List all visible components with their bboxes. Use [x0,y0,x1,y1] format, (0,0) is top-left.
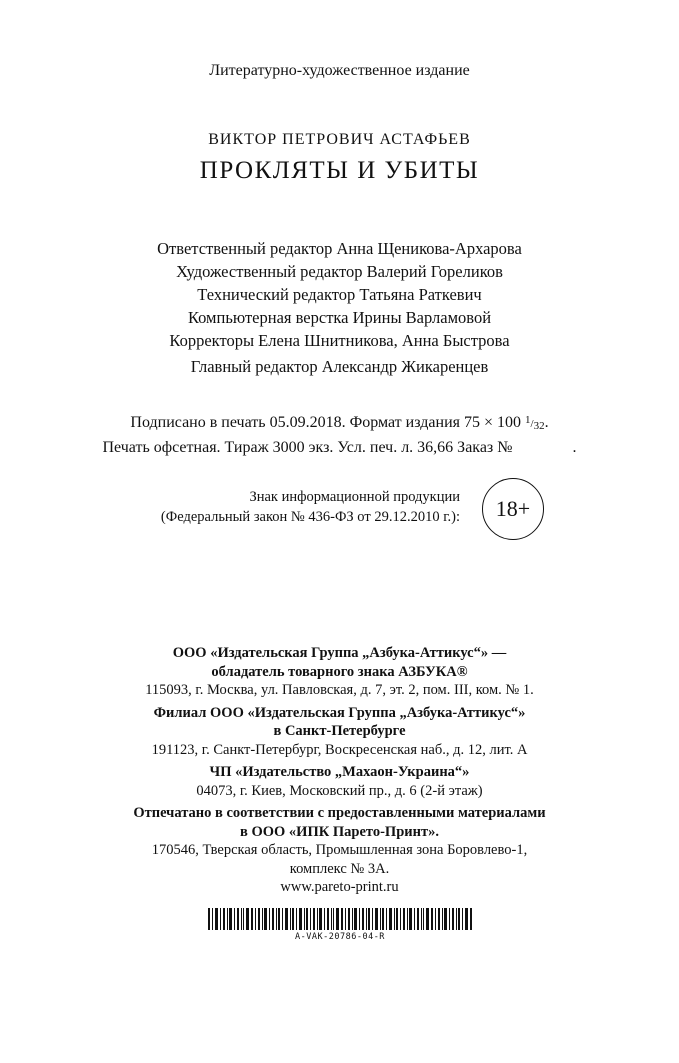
address-line: в ООО «ИПК Парето-Принт». [240,823,439,840]
publisher-addresses [0,644,679,897]
credit-line: Компьютерная верстка Ирины Варламовой [187,308,492,327]
info-product-label: Знак информационной продукции (Федеральный закон № 436-ФЗ от 29.12.2010 г.): [160,489,460,525]
credit-line: Технический редактор Татьяна Раткевич [197,285,482,304]
credit-line: Корректоры Елена Шнитникова, Анна Быстрова [169,331,510,350]
credits-block [0,237,679,352]
address-line: ЧП «Издательство „Махаон-Украина“» [209,764,470,780]
author-name: ВИКТОР ПЕТРОВИЧ АСТАФЬЕВ [208,131,471,148]
address-line: 170546, Тверская область, Промышленная зона Боровлево-1, [151,842,528,858]
chief-editor: Главный редактор Александр Жикаренцев [190,357,489,376]
address-line: ООО «Издательская Группа „Азбука-Аттикус“» — [172,645,507,661]
publisher-block [0,704,679,760]
address-line: Отпечатано в соответствии с предоставленными материалами [133,805,546,821]
age-rating-badge: 18+ [482,478,544,540]
address-line: в Санкт-Петербурге [273,723,406,739]
book-title: ПРОКЛЯТЫ И УБИТЫ [199,157,480,184]
address-line: Филиал ООО «Издательская Группа „Азбука-Аттикус“» [153,704,526,721]
publisher-block [0,804,679,897]
address-line: 191123, г. Санкт-Петербург, Воскресенская наб., д. 12, лит. А [151,741,528,758]
format-fraction: 1/32 [525,414,545,432]
print-info-line-1: Подписано в печать 05.09.2018. Формат издания 75 × 100 1/32. [130,414,549,432]
address-line: 115093, г. Москва, ул. Павловская, д. 7, эт. 2, пом. III, ком. № 1. [145,682,534,698]
credit-line: Художественный редактор Валерий Гореликов [176,262,503,281]
genre-label: Литературно-художественное издание [209,62,470,79]
address-line: www.pareto-print.ru [280,879,399,895]
print-info-line-2: Печать офсетная. Тираж 3000 экз. Усл. печ. л. 36,66 Заказ № . [102,439,577,456]
publisher-block [0,644,679,700]
print-info [0,409,679,459]
address-line: 04073, г. Киев, Московский пр., д. 6 (2-й этаж) [196,782,483,799]
address-line: комплекс № 3А. [289,860,390,877]
barcode-icon [208,908,472,930]
credit-line: Ответственный редактор Анна Щеникова-Архарова [157,239,522,258]
address-line: обладатель товарного знака АЗБУКА® [211,663,468,680]
barcode-text: A-VAK-20786-04-R [295,932,385,942]
publisher-block [0,763,679,800]
